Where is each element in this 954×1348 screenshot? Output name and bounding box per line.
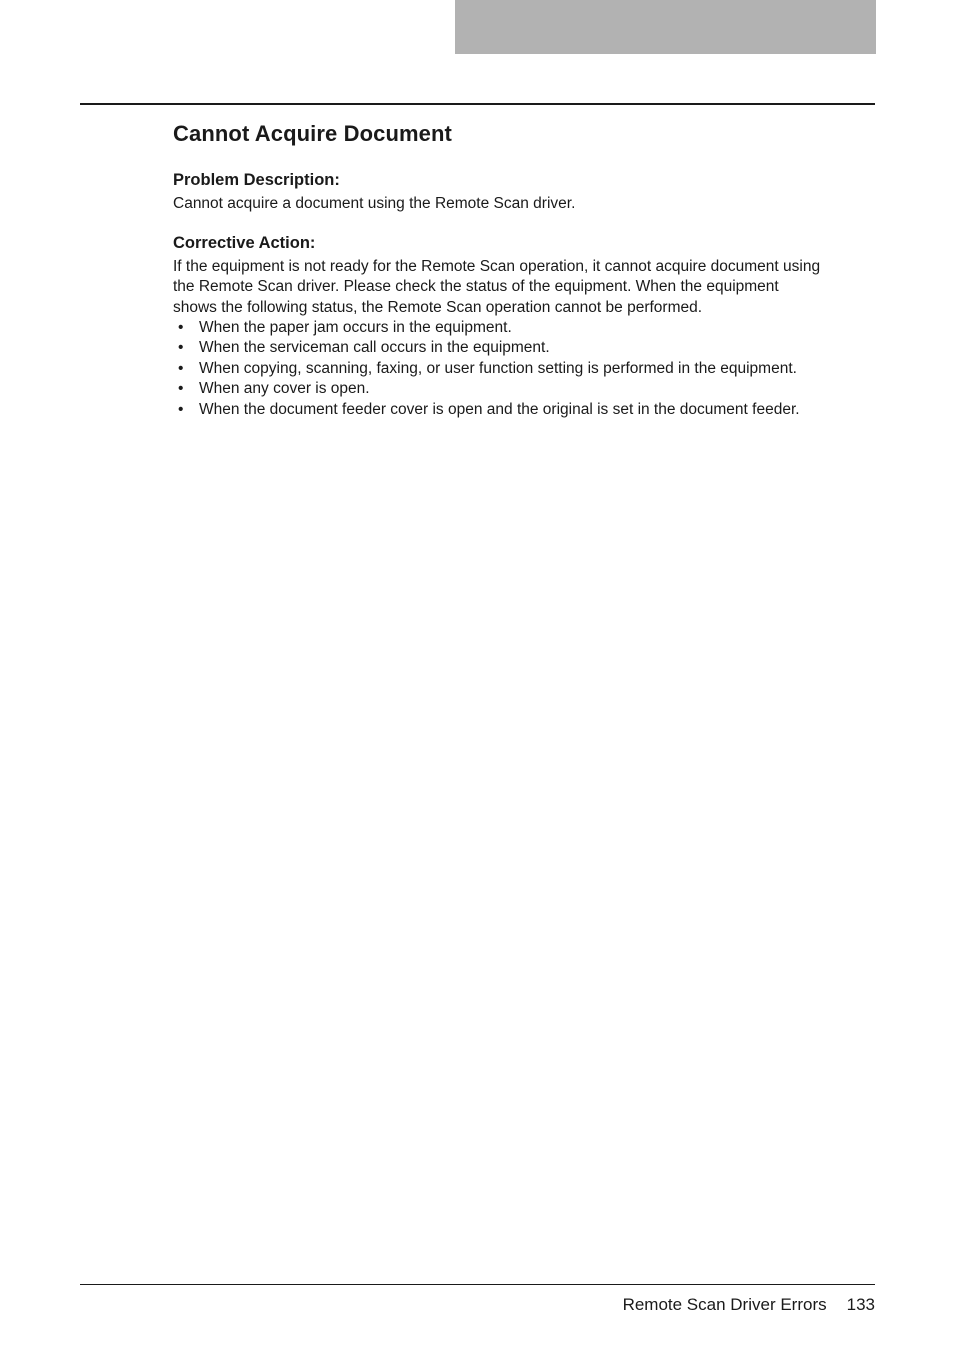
bullet-icon: •	[178, 339, 184, 357]
status-list	[173, 318, 873, 420]
problem-description-heading: Problem Description:	[173, 171, 340, 189]
page-title: Cannot Acquire Document	[173, 121, 452, 146]
bullet-icon: •	[178, 380, 184, 398]
bullet-icon: •	[178, 319, 184, 336]
top-divider	[80, 103, 875, 105]
list-item-text: When the paper jam occurs in the equipment.	[199, 319, 512, 336]
list-item-text: When the serviceman call occurs in the equipment.	[199, 339, 550, 357]
list-item	[173, 338, 873, 358]
page-footer	[623, 1294, 875, 1316]
list-item	[173, 400, 873, 420]
list-item-text: When the document feeder cover is open and the original is set in the document feeder.	[199, 400, 800, 418]
corrective-line-3: shows the following status, the Remote Scan operation cannot be performed.	[173, 298, 703, 316]
list-item-text: When any cover is open.	[199, 380, 370, 398]
list-item	[173, 359, 873, 379]
header-tab-bar	[455, 0, 876, 54]
corrective-line-2: the Remote Scan driver. Please check the status of the equipment. When the equipment	[173, 278, 779, 295]
list-item	[173, 318, 873, 338]
bullet-icon: •	[178, 359, 184, 377]
list-item	[173, 379, 873, 399]
list-item-text: When copying, scanning, faxing, or user function setting is performed in the equipment.	[199, 359, 797, 377]
corrective-line-1: If the equipment is not ready for the Remote Scan operation, it cannot acquire document using	[173, 257, 821, 275]
corrective-action-text	[173, 257, 873, 319]
footer-section-title: Remote Scan Driver Errors	[622, 1295, 827, 1314]
page-number: 133	[846, 1295, 875, 1314]
main-content	[173, 118, 873, 420]
problem-description-text: Cannot acquire a document using the Remote Scan driver.	[173, 195, 576, 212]
bottom-divider	[80, 1284, 875, 1285]
corrective-action-heading: Corrective Action:	[173, 233, 316, 252]
bullet-icon: •	[178, 400, 184, 418]
